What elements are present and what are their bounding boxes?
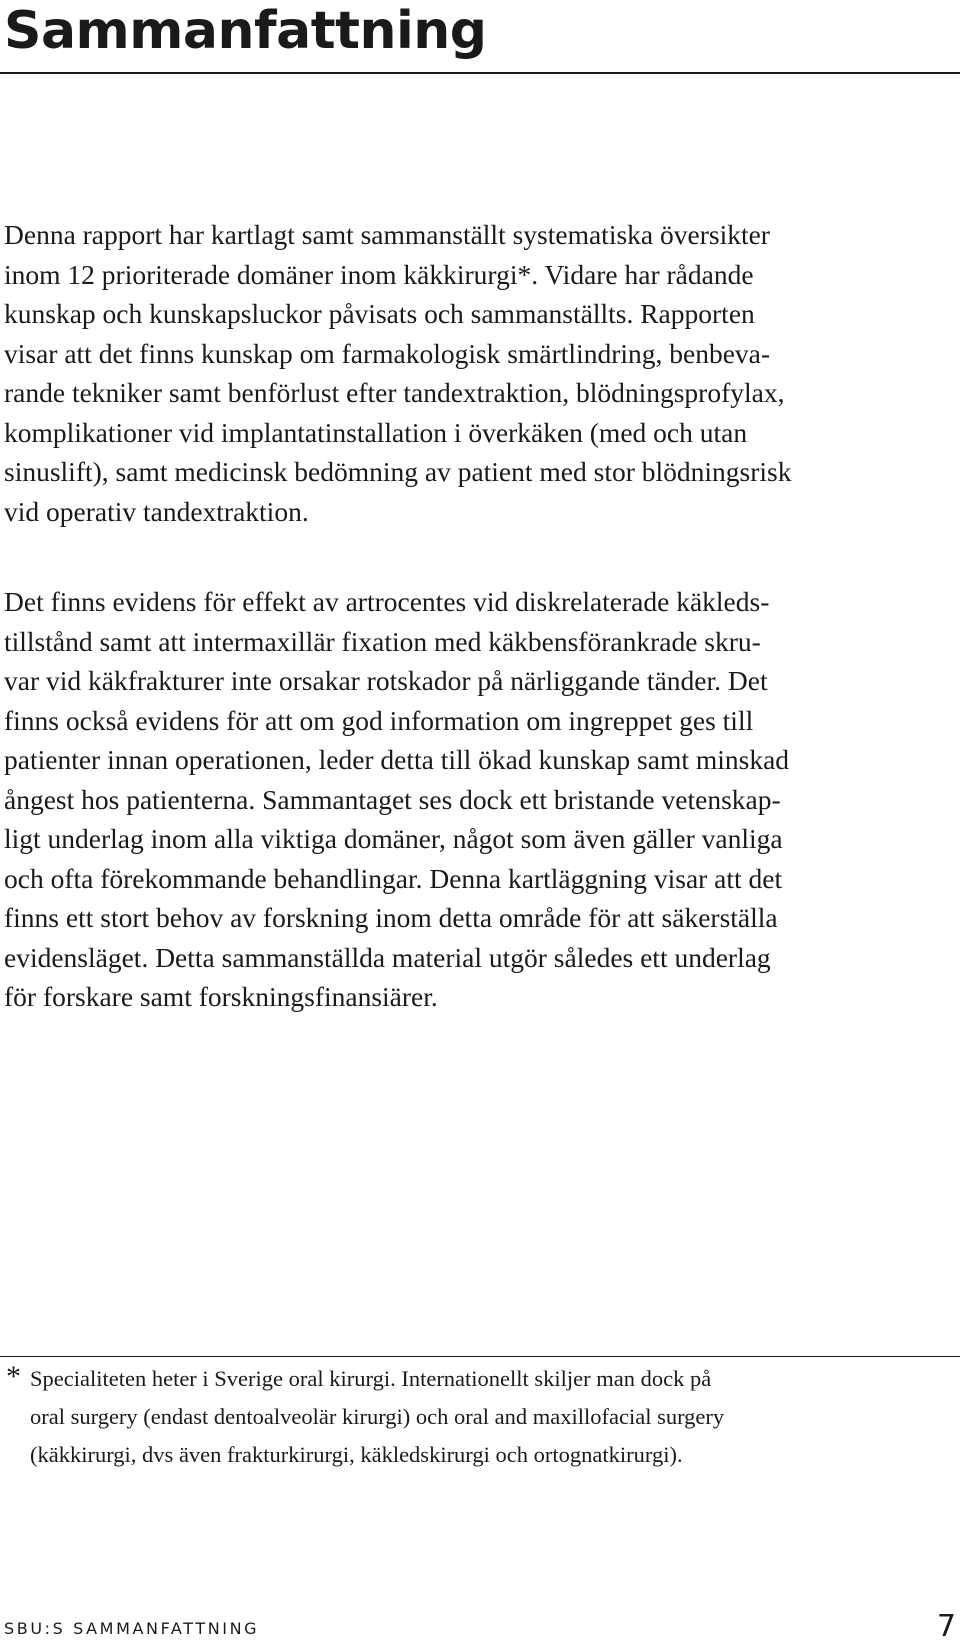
paragraph-line: var vid käkfrakturer inte orsakar rotskador på närliggande tänder. Det [4,665,768,696]
paragraph-line: finns också evidens för att om god information om ingreppet ges till [4,704,754,736]
paragraph-line: visar att det finns kunskap om farmakologisk smärtlindring, benbeva- [4,337,771,369]
paragraph-line: Det finns evidens för effekt av artrocentes vid diskrelaterade käkleds- [4,586,770,617]
paragraph-line: Denna rapport har kartlagt samt sammanställt systematiska översikter [4,219,770,250]
footnote-line: Specialiteten heter i Sverige oral kirurgi. Internationellt skiljer man dock på [30,1366,712,1391]
page-title: Sammanfattning [4,1,487,61]
footnote-line: (käkkirurgi, dvs även frakturkirurgi, käkledskirurgi och ortognatkirurgi). [30,1442,683,1467]
summary-paragraph-2 [4,582,956,1017]
paragraph-line: rande tekniker samt benförlust efter tandextraktion, blödningsprofylax, [4,377,785,408]
summary-paragraph-1 [4,215,956,531]
paragraph-line: inom 12 prioriterade domäner inom käkkirurgi*. Vidare har rådande [4,258,754,290]
paragraph-line: och ofta förekommande behandlingar. Denna kartläggning visar att det [4,862,783,894]
paragraph-line: ångest hos patienterna. Sammantaget ses dock ett bristande vetenskap- [4,783,781,815]
footnote-line: oral surgery (endast dentoalveolär kirurgi) och oral and maxillofacial surgery [30,1404,725,1429]
paragraph-line: kunskap och kunskapsluckor påvisats och sammanställts. Rapporten [4,298,755,329]
paragraph-line: för forskare samt forskningsfinansiärer. [4,981,438,1012]
footnote-marker: * [6,1360,21,1393]
paragraph-line: evidensläget. Detta sammanställda material utgör således ett underlag [4,941,771,973]
paragraph-line: tillstånd samt att intermaxillär fixation med käkbensförankrade skru- [4,625,761,657]
page-number: 7 [936,1609,956,1644]
paragraph-line: vid operativ tandextraktion. [4,495,309,527]
paragraph-line: ligt underlag inom alla viktiga domäner, något som även gäller vanliga [4,823,783,854]
paragraph-line: patienter innan operationen, leder detta till ökad kunskap samt minskad [4,744,790,775]
paragraph-line: finns ett stort behov av forskning inom detta område för att säkerställa [4,902,778,933]
footnote [30,1360,950,1474]
footnote-divider [0,1356,960,1357]
title-divider [0,72,960,74]
footer-running-title: SBU:S SAMMANFATTNING [4,1619,260,1638]
paragraph-line: sinuslift), samt medicinsk bedömning av patient med stor blödningsrisk [4,456,792,487]
paragraph-line: komplikationer vid implantatinstallation i överkäken (med och utan [4,416,748,448]
